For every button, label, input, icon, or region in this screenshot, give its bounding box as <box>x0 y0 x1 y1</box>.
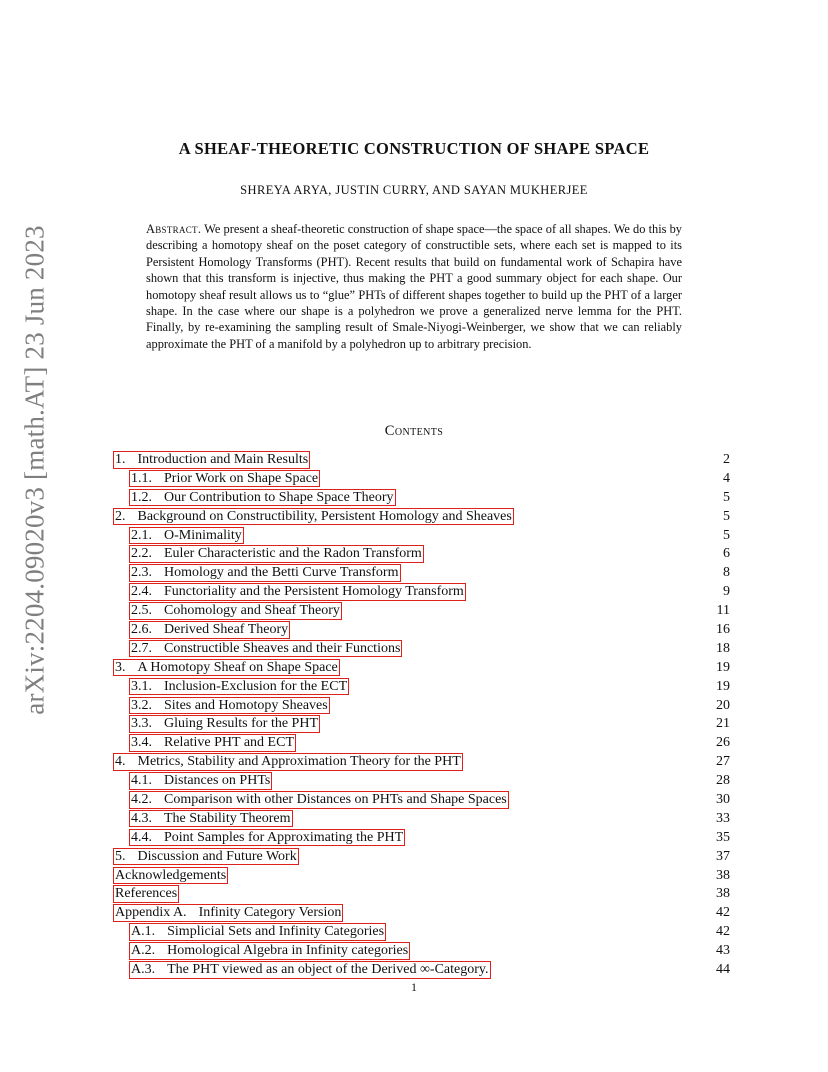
toc-link[interactable] <box>129 621 290 639</box>
toc-link[interactable] <box>129 829 405 847</box>
toc-section-number: Appendix A. <box>115 905 187 921</box>
toc-page-number: 33 <box>716 810 730 826</box>
toc-page-number: 43 <box>716 943 730 959</box>
toc-section-title: Acknowledgements <box>115 867 227 883</box>
toc-page-number: 8 <box>723 565 730 581</box>
abstract <box>146 221 682 352</box>
toc-section-number: 4.1. <box>131 773 152 789</box>
toc-link[interactable] <box>129 715 320 733</box>
toc-page-number: 9 <box>723 584 730 600</box>
toc-page-number: 19 <box>716 659 730 675</box>
toc-section-number: A.3. <box>131 962 156 978</box>
toc-section-title: The Stability Theorem <box>164 810 291 826</box>
toc-entry <box>0 904 828 923</box>
toc-section-title: Comparison with other Distances on PHTs and Shape Spaces <box>164 792 507 808</box>
toc-entry <box>0 753 828 772</box>
toc-entry <box>0 923 828 942</box>
toc-page-number: 27 <box>716 754 730 770</box>
toc-section-title: Introduction and Main Results <box>137 452 309 467</box>
toc-section-number: 2.2. <box>131 546 152 562</box>
toc-entry <box>0 602 828 621</box>
toc-page-number: 19 <box>716 678 730 694</box>
toc-section-number: 4. <box>115 754 126 770</box>
toc-link[interactable] <box>113 904 343 922</box>
toc-link[interactable] <box>129 942 410 960</box>
toc-entry <box>0 640 828 659</box>
toc-entry <box>0 470 828 489</box>
toc-section-number: 2.3. <box>131 565 152 581</box>
toc-link[interactable] <box>129 470 320 488</box>
toc-section-title: Functoriality and the Persistent Homology Transform <box>164 584 464 600</box>
toc-entry <box>0 715 828 734</box>
toc-section-number: 2.7. <box>131 640 152 656</box>
toc-page-number: 11 <box>716 603 730 619</box>
toc-entry <box>0 659 828 678</box>
toc-section-title: Inclusion-Exclusion for the ECT <box>164 678 348 694</box>
toc-page-number: 37 <box>716 848 730 864</box>
abstract-text: We present a sheaf-theoretic construction of shape space—the space of all shapes. We do this by describing a homotopy sheaf on the poset category of constructible sets, where each set is mapped to its Persistent Homology Transforms (PHT). Recent results that build on fundamental work of Schapira have shown that this transform is injective, thus making the PHT a good summary object for each shape. Our homotopy sheaf result allows us to “glue” PHTs of different shapes together to build up the PHT of a larger shape. In the case where our shape is a polyhedron we prove a generalized nerve lemma for the PHT. Finally, by re-examining the sampling result of Smale-Niyogi-Weinberger, we show that we can reliably approximate the PHT of a manifold by a polyhedron up to arbitrary precision. <box>146 222 682 351</box>
toc-section-title: The PHT viewed as an object of the Derived ∞-Category. <box>167 962 489 978</box>
toc-entry <box>0 678 828 697</box>
toc-link[interactable] <box>129 564 401 582</box>
toc-section-number: 3.2. <box>131 697 152 713</box>
toc-page-number: 16 <box>716 622 730 638</box>
toc-page-number: 6 <box>723 546 730 562</box>
toc-entry <box>0 772 828 791</box>
toc-section-number: 5. <box>115 848 126 864</box>
toc-link[interactable] <box>113 867 228 885</box>
toc-section-title: Prior Work on Shape Space <box>164 470 319 486</box>
toc-section-number: 3.1. <box>131 678 152 694</box>
toc-link[interactable] <box>129 489 396 507</box>
toc-page-number: 38 <box>716 886 730 902</box>
toc-link[interactable] <box>113 848 299 866</box>
toc-section-number: A.2. <box>131 943 156 959</box>
toc-entry <box>0 621 828 640</box>
toc-section-number: 1.1. <box>131 470 152 486</box>
toc-entry <box>0 885 828 904</box>
toc-section-title: Homological Algebra in Infinity categories <box>167 943 409 959</box>
toc-section-title: Discussion and Future Work <box>137 848 297 864</box>
toc-page-number: 4 <box>723 470 730 486</box>
abstract-label: Abstract. <box>146 222 202 236</box>
toc-section-title: O-Minimality <box>164 527 242 543</box>
toc-section-number: 3.4. <box>131 735 152 751</box>
toc-link[interactable] <box>113 508 514 526</box>
toc-link[interactable] <box>129 810 293 828</box>
toc-entry <box>0 867 828 886</box>
toc-section-title: Cohomology and Sheaf Theory <box>164 603 340 619</box>
toc-section-number: 2.4. <box>131 584 152 600</box>
arxiv-identifier: arXiv:2204.09020v3 [math.AT] 23 Jun 2023 <box>19 225 50 715</box>
table-of-contents <box>0 451 828 980</box>
page-number: 1 <box>411 980 417 994</box>
toc-page-number: 35 <box>716 829 730 845</box>
toc-page-number: 26 <box>716 735 730 751</box>
toc-page-number: 28 <box>716 773 730 789</box>
toc-section-title: Background on Constructibility, Persistent Homology and Sheaves <box>137 508 512 524</box>
toc-page-number: 44 <box>716 962 730 978</box>
toc-entry <box>0 583 828 602</box>
toc-section-title: Constructible Sheaves and their Functions <box>164 640 401 656</box>
toc-section-title: Euler Characteristic and the Radon Transform <box>164 546 422 562</box>
toc-section-title: References <box>115 886 178 902</box>
toc-section-number: A.1. <box>131 924 156 940</box>
toc-page-number: 21 <box>716 716 730 732</box>
toc-page-number: 38 <box>716 867 730 883</box>
toc-link[interactable] <box>129 545 424 563</box>
toc-section-number: 1.2. <box>131 489 152 505</box>
toc-link[interactable] <box>129 678 349 696</box>
toc-page-number: 5 <box>723 508 730 524</box>
toc-entry <box>0 810 828 829</box>
toc-page-number: 42 <box>716 905 730 921</box>
toc-page-number: 30 <box>716 792 730 808</box>
toc-entry <box>0 942 828 961</box>
toc-section-number: 3.3. <box>131 716 152 732</box>
toc-section-number: 2.1. <box>131 527 152 543</box>
toc-link[interactable] <box>113 753 463 771</box>
toc-entry <box>0 734 828 753</box>
toc-section-title: Point Samples for Approximating the PHT <box>164 829 404 845</box>
toc-section-title: A Homotopy Sheaf on Shape Space <box>137 659 338 675</box>
toc-link[interactable] <box>129 583 466 601</box>
toc-link[interactable] <box>129 961 491 979</box>
toc-entry <box>0 829 828 848</box>
toc-section-number: 3. <box>115 659 126 675</box>
paper-title: A SHEAF-THEORETIC CONSTRUCTION OF SHAPE SPACE <box>178 139 650 158</box>
toc-link[interactable] <box>129 640 402 658</box>
toc-entry <box>0 961 828 980</box>
toc-section-title: Simplicial Sets and Infinity Categories <box>167 924 385 940</box>
toc-section-number: 2.5. <box>131 603 152 619</box>
toc-link[interactable] <box>129 527 244 545</box>
toc-entry <box>0 451 828 470</box>
toc-section-title: Our Contribution to Shape Space Theory <box>164 489 394 505</box>
toc-entry <box>0 489 828 508</box>
toc-section-title: Homology and the Betti Curve Transform <box>164 565 399 581</box>
toc-entry <box>0 791 828 810</box>
toc-section-number: 4.2. <box>131 792 152 808</box>
contents-heading: Contents <box>384 423 444 439</box>
toc-section-title: Infinity Category Version <box>198 905 342 921</box>
toc-section-title: Metrics, Stability and Approximation Theory for the PHT <box>137 754 461 770</box>
toc-entry <box>0 848 828 867</box>
toc-section-title: Derived Sheaf Theory <box>164 622 289 638</box>
toc-section-title: Relative PHT and ECT <box>164 735 294 751</box>
toc-section-number: 1. <box>115 452 126 467</box>
toc-link[interactable] <box>129 734 296 752</box>
toc-link[interactable] <box>129 791 509 809</box>
paper-authors: SHREYA ARYA, JUSTIN CURRY, AND SAYAN MUKHERJEE <box>240 183 588 197</box>
toc-section-number: 4.4. <box>131 829 152 845</box>
toc-link[interactable] <box>129 697 330 715</box>
toc-page-number: 2 <box>723 452 730 467</box>
toc-entry <box>0 697 828 716</box>
toc-section-number: 2.6. <box>131 622 152 638</box>
toc-link[interactable] <box>113 451 310 469</box>
toc-section-title: Gluing Results for the PHT <box>164 716 318 732</box>
toc-entry <box>0 508 828 527</box>
toc-entry <box>0 545 828 564</box>
toc-section-title: Distances on PHTs <box>164 773 271 789</box>
toc-page-number: 42 <box>716 924 730 940</box>
toc-link[interactable] <box>113 885 179 903</box>
toc-link[interactable] <box>129 923 386 941</box>
toc-page-number: 5 <box>723 489 730 505</box>
toc-link[interactable] <box>129 602 342 620</box>
toc-page-number: 20 <box>716 697 730 713</box>
toc-link[interactable] <box>113 659 340 677</box>
toc-entry <box>0 527 828 546</box>
toc-section-title: Sites and Homotopy Sheaves <box>164 697 328 713</box>
toc-section-number: 4.3. <box>131 810 152 826</box>
toc-link[interactable] <box>129 772 272 790</box>
toc-entry <box>0 564 828 583</box>
toc-section-number: 2. <box>115 508 126 524</box>
toc-page-number: 18 <box>716 640 730 656</box>
toc-page-number: 5 <box>723 527 730 543</box>
